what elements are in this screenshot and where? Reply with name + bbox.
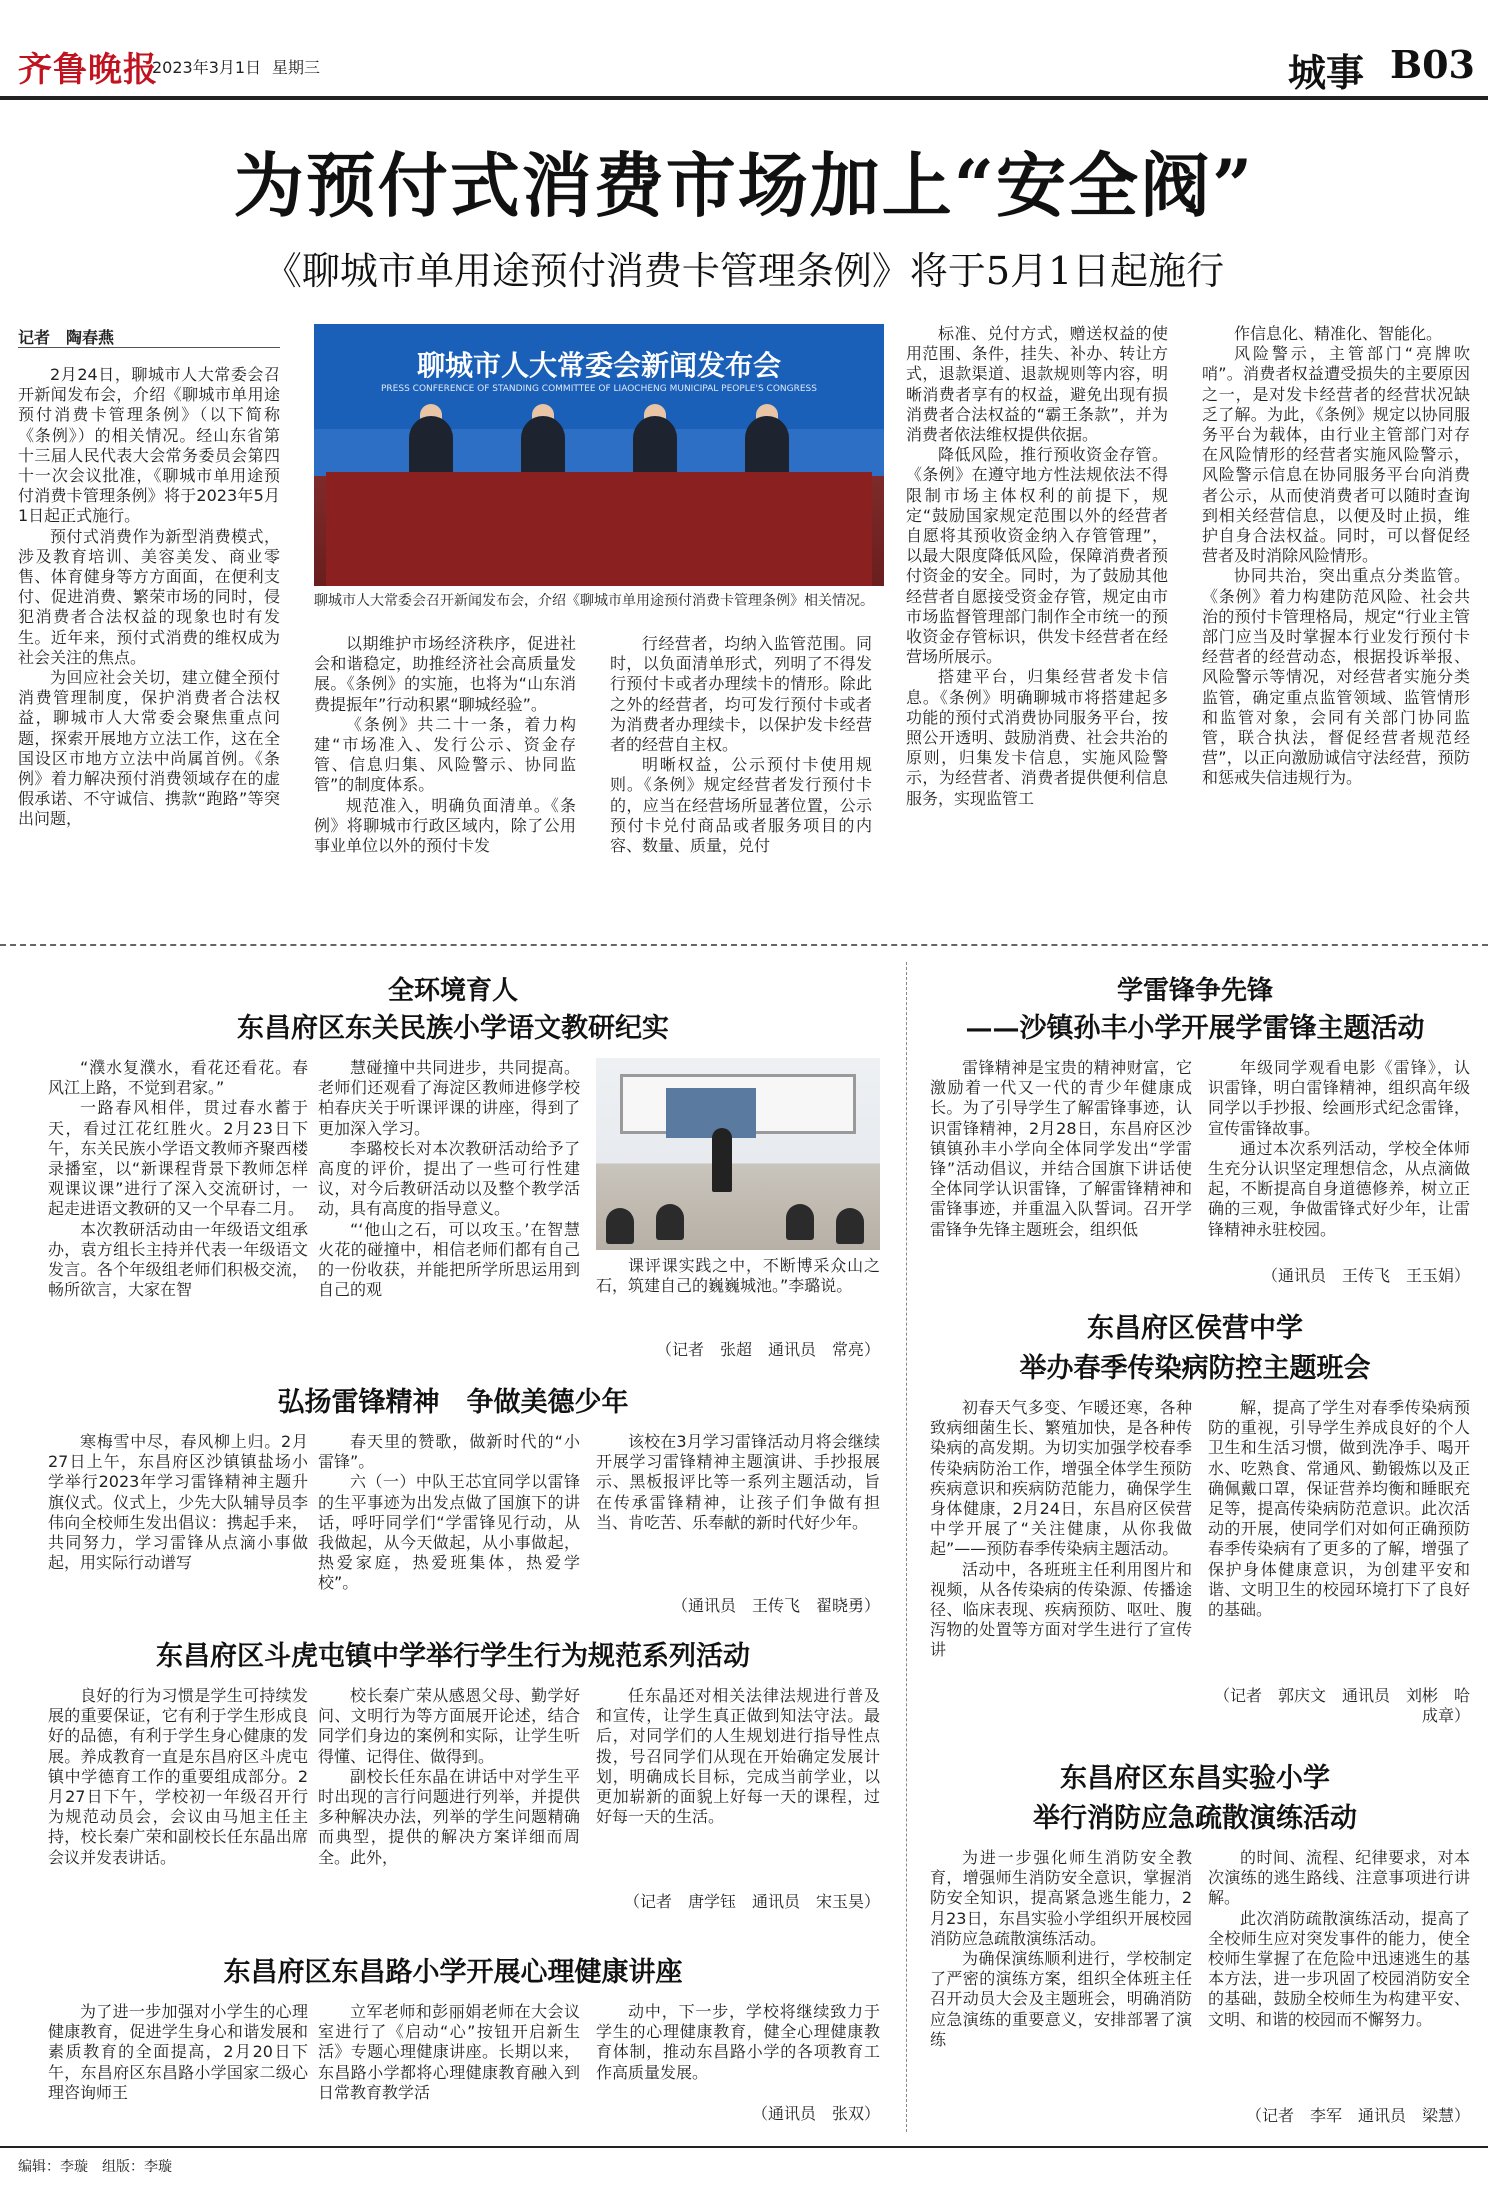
houying-title-2: 举办春季传染病防控主题班会 [1019, 1353, 1371, 1384]
dongchanglu-signature: （通讯员 张双） [751, 2104, 880, 2123]
main-article-col-2 [314, 634, 576, 933]
sunfeng-col-2 [1208, 1058, 1470, 1264]
section-name: 城事 [1288, 50, 1365, 95]
sunfeng-title-2: ——沙镇孙丰小学开展学雷锋主题活动 [965, 1013, 1425, 1044]
paragraph: 寒梅雪中尽，春风柳上归。2月27日上午，东昌府区沙镇镇盐场小学举行2023年学习雷锋精神主题升旗仪式。仪式上，少先大队辅导员李伟向全校师生发出倡议：携起手来，共同努力，学习雷锋从点滴小事做起，用实际行动谱写 [48, 1432, 308, 1573]
press-conference-photo [314, 324, 884, 586]
paragraph: 行经营者，均纳入监管范围。同时，以负面清单形式，列明了不得发行预付卡或者办理续卡的情形。除此之外的经营者，均可发行预付卡或者为消费者办理续卡，以保护发卡经营者的经营自主权。 [610, 634, 872, 755]
main-article-col-4 [906, 324, 1168, 933]
footer-rule [0, 2146, 1488, 2148]
shiyan-col-2 [1208, 1848, 1470, 2102]
paragraph: 此次消防疏散演练活动，提高了全校师生应对突发事件的能力，使全校师生掌握了在危险中迅速逃生的基本方法，进一步巩固了校园消防安全的基础，鼓励全校师生为构建平安、文明、和谐的校园而不懈努力。 [1208, 1908, 1470, 2029]
paragraph: 年级同学观看电影《雷锋》，认识雷锋，明白雷锋精神，组织高年级同学以手抄报、绘画形式纪念雷锋，宣传雷锋故事。 [1208, 1058, 1470, 1138]
douhutun-col-2 [318, 1686, 580, 1936]
paragraph: 通过本次系列活动，学校全体师生充分认识坚定理想信念，从点滴做起，不断提高自身道德修养，树立正确的三观，争做雷锋式好少年，让雷锋精神永驻校园。 [1208, 1138, 1470, 1239]
paragraph: 为了进一步加强对小学生的心理健康教育，促进学生身心和谐发展和素质教育的全面提高，2月20日下午，东昌府区东昌路小学国家二级心理咨询师王 [48, 2002, 308, 2102]
speaker-figure [521, 416, 565, 480]
paragraph: 2月24日，聊城市人大常委会召开新闻发布会，介绍《聊城市单用途预付消费卡管理条例》（以下简称《条例》）的相关情况。经山东省第十三届人民代表大会常务委员会第四十一次会议批准，《聊城市单用途预付消费卡管理条例》将于2023年5月1日起正式施行。 [18, 365, 280, 526]
byline-rule [18, 347, 280, 348]
paragraph: 为回应社会关切，建立健全预付消费管理制度，保护消费者合法权益，聊城市人大常委会聚焦重点问题，探索开展地方立法工作，这在全国设区市地方立法中尚属首例。《条例》着力解决预付消费领域存在的虚假承诺、不守诚信、携款“跑路”等突出问题， [18, 668, 280, 829]
paragraph: 立军老师和彭丽娟老师在大会议室进行了《启动“心”按钮开启新生活》专题心理健康讲座。长期以来，东昌路小学都将心理健康教育融入到日常教育教学活 [318, 2002, 580, 2102]
photo-banner-title: 聊城市人大常委会新闻发布会 [416, 349, 781, 382]
paragraph: 校长秦广荣从感恩父母、勤学好问、文明行为等方面展开论述，结合同学们身边的案例和实际，让学生听得懂、记得住、做得到。 [318, 1686, 580, 1766]
douhutun-col-1 [48, 1686, 308, 1936]
section-divider [0, 944, 1488, 946]
main-subheadline: 《聊城市单用途预付消费卡管理条例》将于5月1日起施行 [263, 249, 1225, 293]
paragraph: 搭建平台，归集经营者发卡信息。《条例》明确聊城市将搭建起多功能的预付式消费协同服务平台，按照公开透明、鼓励消费、社会共治的原则，归集发卡信息，实施风险警示，为经营者、消费者提供便利信息服务，实现监管工 [906, 667, 1168, 808]
speaker-figure [745, 416, 789, 480]
dongchanglu-col-3 [596, 2002, 880, 2102]
leifeng-title: 弘扬雷锋精神 争做美德少年 [277, 1387, 629, 1418]
paragraph: 以期维护市场经济秩序，促进社会和谐稳定，助推经济社会高质量发展。《条例》的实施，也将为“山东消费提振年”行动积累“聊城经验”。 [314, 634, 576, 714]
shiyan-col-1 [930, 1848, 1192, 2138]
dongchanglu-title: 东昌府区东昌路小学开展心理健康讲座 [223, 1957, 683, 1988]
paragraph: “‘他山之石，可以攻玉。’在智慧火花的碰撞中，相信老师们都有自己的一份收获，并能把所学所思运用到自己的观 [318, 1219, 580, 1300]
paragraph: 的时间、流程、纪律要求，对本次演练的逃生路线、注意事项进行讲解。 [1208, 1848, 1470, 1908]
paragraph: 任东晶还对相关法律法规进行普及和宣传，让学生真正做到知法守法。最后，对同学们的人生规划进行指导性点拨，号召同学们从现在开始确定发展计划，明确成长目标，完成当前学业，以更加崭新的面貌上好每一天的课程，过好每一天的生活。 [596, 1686, 880, 1827]
dongguan-col-1 [48, 1058, 308, 1358]
paragraph: 良好的行为习惯是学生可持续发展的重要保证，它有利于学生形成良好的品德，有利于学生身心健康的发展。养成教育一直是东昌府区斗虎屯镇中学德育工作的重要组成部分。2月27日下午，学校初一年级召开行为规范动员会，会议由马旭主任主持，校长秦广荣和副校长任东晶出席会议并发表讲话。 [48, 1686, 308, 1867]
dongguan-col-3 [596, 1256, 880, 1340]
issue-date: 2023年3月1日 [152, 58, 262, 77]
leifeng-col-2 [318, 1432, 580, 1616]
main-headline: 为预付式消费市场加上“安全阀” [233, 144, 1255, 227]
paragraph: 初春天气多变、乍暖还寒，各种致病细菌生长、繁殖加快，是各种传染病的高发期。为切实加强学校春季传染病防治工作，增强全体学生预防疾病意识和疾病防范能力，确保学生身体健康，2月24日，东昌府区侯营中学开展了“关注健康，从你我做起”——预防春季传染病主题活动。 [930, 1398, 1192, 1559]
paragraph: 一路春风相伴，贯过春水蓄于天，看过江花红胜火。2月23日下午，东关民族小学语文教师齐聚西楼录播室，以“新课程背景下教师怎样观课议课”进行了深入交流研讨，一起走进语文教研的又一个早春二月。 [48, 1098, 308, 1219]
classroom-photo [596, 1058, 880, 1250]
douhutun-col-3 [596, 1686, 880, 1890]
byline: 记者 陶春燕 [18, 328, 115, 347]
houying-col-2 [1208, 1398, 1470, 1682]
page-number: B03 [1390, 42, 1475, 87]
houying-col-1 [930, 1398, 1192, 1724]
projector-screen [666, 1088, 756, 1138]
paragraph: 动中，下一步，学校将继续致力于学生的心理健康教育，健全心理健康教育体制，推动东昌路小学的各项教育工作高质量发展。 [596, 2002, 880, 2082]
dongguan-col-2 [318, 1058, 580, 1358]
student-figure [836, 1208, 864, 1244]
leifeng-col-3 [596, 1432, 880, 1596]
paragraph: 为确保演练顺利进行，学校制定了严密的演练方案，组织全体班主任召开动员大会及主题班会，明确消防应急演练的重要意义，安排部署了演练 [930, 1949, 1192, 2049]
paragraph: 明晰权益，公示预付卡使用规则。《条例》规定经营者发行预付卡的，应当在经营场所显著位置，公示预付卡兑付商品或者服务项目的内容、数量、质量，兑付 [610, 755, 872, 856]
paragraph: 《条例》共二十一条，着力构建“市场准入、发行公示、资金存管、信息归集、风险警示、协同监管”的制度体系。 [314, 714, 576, 795]
dongguan-signature: （记者 张超 通讯员 常亮） [655, 1340, 880, 1359]
paragraph: 风险警示，主管部门“亮牌吹哨”。消费者权益遭受损失的主要原因之一，是对发卡经营者的经营状况缺乏了解。为此，《条例》规定以协同服务平台为载体，由行业主管部门对存在风险情形的经营者实施风险警示，风险警示信息在协同服务平台向消费者公示，从而使消费者可以随时查询到相关经营信息，以便及时止损，维护自身合法权益。同时，可以督促经营者及时消除风险情形。 [1202, 344, 1470, 566]
paragraph: 慧碰撞中共同进步，共同提高。老师们还观看了海淀区教师进修学校柏春庆关于听课评课的讲座，得到了更加深入学习。 [318, 1058, 580, 1138]
dongguan-title-1: 全环境育人 [387, 976, 518, 1006]
main-article-col-1 [18, 365, 280, 933]
paragraph: 作信息化、精准化、智能化。 [1234, 324, 1443, 343]
paragraph: 为进一步强化师生消防安全教育，增强师生消防安全意识，掌握消防安全知识，提高紧急逃生能力，2月23日，东昌实验小学组织开展校园消防应急疏散演练活动。 [930, 1848, 1192, 1948]
paragraph: “濮水复濮水，看花还看花。春风江上路，不觉到君家。” [48, 1058, 308, 1098]
speaker-figure [409, 416, 453, 480]
paragraph: 该校在3月学习雷锋活动月将会继续开展学习雷锋精神主题演讲、手抄报展示、黑板报评比等一系列主题活动，旨在传承雷锋精神，让孩子们争做有担当、肯吃苦、乐奉献的新时代好少年。 [596, 1432, 880, 1532]
shiyan-title-1: 东昌府区东昌实验小学 [1060, 1763, 1330, 1794]
houying-title-1: 东昌府区侯营中学 [1087, 1313, 1303, 1344]
leifeng-col-1 [48, 1432, 308, 1616]
photo-caption: 聊城市人大常委会召开新闻发布会，介绍《聊城市单用途预付消费卡管理条例》相关情况。 [314, 593, 874, 609]
sunfeng-title-1: 学雷锋争先锋 [1116, 976, 1273, 1006]
conference-table [326, 472, 872, 586]
paragraph: 标准、兑付方式，赠送权益的使用范围、条件，挂失、补办、转让方式，退款渠道、退款规则等内容，明晰消费者享有的权益，避免出现有损消费者合法权益的“霸王条款”，并为消费者依法维权提供依据。 [906, 324, 1168, 445]
paragraph: 课评课实践之中，不断博采众山之石，筑建自己的巍巍城池。”李璐说。 [596, 1256, 880, 1296]
shiyan-title-2: 举行消防应急疏散演练活动 [1033, 1803, 1357, 1834]
newspaper-logo: 齐鲁晚报 [18, 50, 158, 90]
teacher-figure [712, 1128, 732, 1192]
leifeng-signature: （通讯员 王传飞 翟晓勇） [671, 1596, 880, 1615]
paragraph: 协同共治，突出重点分类监管。《条例》着力构建防范风险、社会共治的预付卡管理格局，规定“行业主管部门应当及时掌握本行业发行预付卡经营者的经营动态，根据投诉举报、风险警示等情况，对经营者实施分类监管，确定重点监管领域、监管情形和监管对象，会同有关部门协同监管，联合执法，督促经营者规范经营”，以正向激励诚信守法经营，预防和惩戒失信违规行为。 [1202, 566, 1470, 788]
shiyan-signature: （记者 李军 通讯员 梁慧） [1245, 2106, 1470, 2125]
photo-banner-subtitle: PRESS CONFERENCE OF STANDING COMMITTEE OF LIAOCHENG MUNICIPAL PEOPLE'S CONGRESS [381, 384, 817, 394]
issue-weekday: 星期三 [272, 58, 321, 77]
sunfeng-signature: （通讯员 王传飞 王玉娟） [1261, 1266, 1470, 1285]
paragraph: 预付式消费作为新型消费模式，涉及教育培训、美容美发、商业零售、体育健身等方方面面，在便利支付、促进消费、繁荣市场的同时，侵犯消费者合法权益的现象也时有发生。近年来，预付式消费的维权成为社会关注的焦点。 [18, 526, 280, 667]
paragraph: 六（一）中队王芯宜同学以雷锋的生平事迹为出发点做了国旗下的讲话，呼吁同学们“学雷锋见行动，从我做起，从今天做起，从小事做起，热爱家庭，热爱班集体，热爱学校”。 [318, 1472, 580, 1593]
speaker-figure [633, 416, 677, 480]
paragraph: 本次教研活动由一年级语文组承办，袁方组长主持并代表一年级语文发言。各个年级组老师们积极交流，畅所欲言，大家在智 [48, 1219, 308, 1300]
paragraph: 规范准入，明确负面清单。《条例》将聊城市行政区域内，除了公用事业单位以外的预付卡发 [314, 795, 576, 856]
paragraph: 解，提高了学生对春季传染病预防的重视，引导学生养成良好的个人卫生和生活习惯，做到洗净手、喝开水、吃熟食、常通风、勤锻炼以及正确佩戴口罩，保证营养均衡和睡眠充足等，提高传染病防范意识。此次活动的开展，使同学们对如何正确预防春季传染病有了更多的了解，增强了保护身体健康意识，为创建平安和谐、文明卫生的校园环境打下了良好的基础。 [1208, 1398, 1470, 1620]
masthead-rule [0, 96, 1488, 100]
sunfeng-col-1 [930, 1058, 1192, 1292]
dongguan-title-2: 东昌府区东关民族小学语文教研纪实 [237, 1013, 669, 1044]
dongchanglu-col-2 [318, 2002, 580, 2142]
houying-signature: （记者 郭庆文 通讯员 刘彬 哈成章） [1213, 1686, 1470, 1726]
main-article-col-3 [610, 634, 872, 933]
paragraph: 副校长任东晶在讲话中对学生平时出现的言行问题进行列举，并提供多种解决办法，列举的学生问题精确而典型，提供的解决方案详细而周全。此外， [318, 1766, 580, 1867]
editor-credit: 编辑：李璇 组版：李璇 [18, 2159, 172, 2175]
paragraph: 降低风险，推行预收资金存管。《条例》在遵守地方性法规依法不得限制市场主体权利的前提下，规定“鼓励国家规定范围以外的经营者自愿将其预收资金纳入存管管理”，以最大限度降低风险，保障消费者预付资金的安全。同时，为了鼓励其他经营者自愿接受资金存管，规定由市市场监督管理部门制作全市统一的预收资金存管标识，供发卡经营者在经营场所展示。 [906, 445, 1168, 667]
student-figure [786, 1204, 814, 1240]
douhutun-title: 东昌府区斗虎屯镇中学举行学生行为规范系列活动 [156, 1641, 750, 1672]
paragraph: 李璐校长对本次教研活动给予了高度的评价，提出了一些可行性建议，对今后教研活动以及整个教学活动，具有高度的指导意义。 [318, 1138, 580, 1219]
douhutun-signature: （记者 唐学钰 通讯员 宋玉昊） [623, 1892, 880, 1911]
dongchanglu-col-1 [48, 2002, 308, 2142]
student-figure [606, 1208, 634, 1244]
main-article-col-5 [1202, 324, 1470, 933]
paragraph: 春天里的赞歌，做新时代的“小雷锋”。 [318, 1432, 580, 1472]
paragraph: 活动中，各班班主任利用图片和视频，从各传染病的传染源、传播途径、临床表现、疾病预防、呕吐、腹泻物的处置等方面对学生进行了宣传讲 [930, 1559, 1192, 1660]
paragraph: 雷锋精神是宝贵的精神财富，它激励着一代又一代的青少年健康成长。为了引导学生了解雷锋事迹，认识雷锋精神，2月28日，东昌府区沙镇镇孙丰小学向全体同学发出“学雷锋”活动倡议，并结合国旗下讲话使全体同学认识雷锋，了解雷锋精神和雷锋事迹，并重温入队誓词。召开学雷锋争先锋主题班会，组织低 [930, 1058, 1192, 1239]
column-divider [906, 962, 907, 2132]
student-figure [656, 1204, 684, 1240]
